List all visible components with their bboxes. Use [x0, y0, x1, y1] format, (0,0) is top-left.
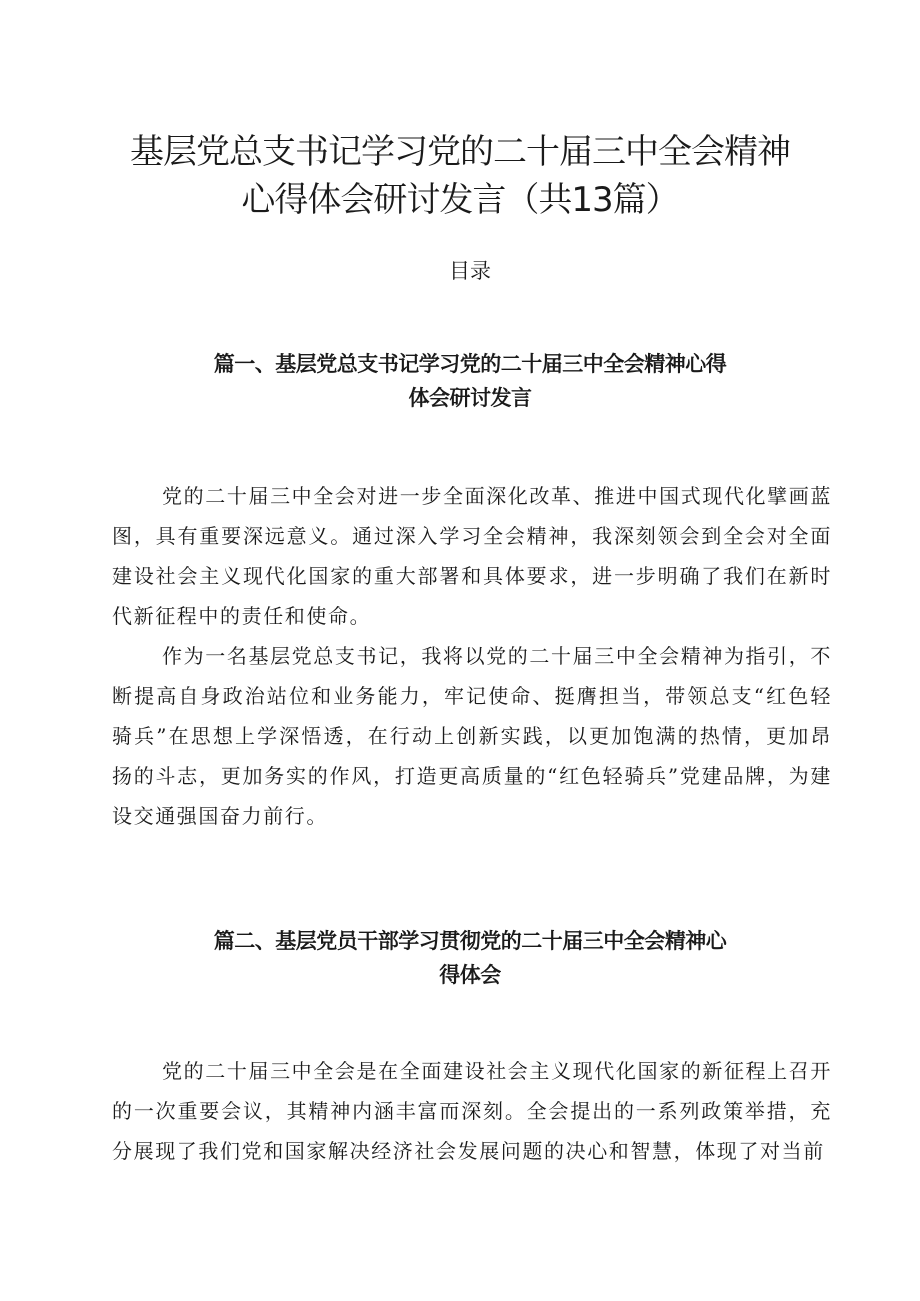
section-1-heading-line-1: 篇一、基层党总支书记学习党的二十届三中全会精神心得 — [213, 352, 727, 376]
document-title-line-2: 心得体会研讨发言（共13篇） — [241, 180, 679, 220]
section-1-heading — [0, 347, 920, 415]
section-1-body — [112, 476, 832, 836]
section-2-paragraph-1: 党的二十届三中全会是在全面建设社会主义现代化国家的新征程上召开的一次重要会议，其精神内涵丰富而深刻。全会提出的一系列政策举措，充分展现了我们党和国家解决经济社会发展问题的决心和智慧，体现了对当前 — [112, 1059, 832, 1163]
section-2-heading-line-1: 篇二、基层党员干部学习贯彻党的二十届三中全会精神心 — [213, 929, 727, 953]
document-title-line-1: 基层党总支书记学习党的二十届三中全会精神 — [130, 132, 790, 172]
section-2-heading-line-2: 得体会 — [439, 963, 501, 987]
section-2-body — [112, 1051, 832, 1171]
table-of-contents-label: 目录 — [449, 259, 491, 283]
section-1-paragraph-1: 党的二十届三中全会对进一步全面深化改革、推进中国式现代化擘画蓝图，具有重要深远意义。通过深入学习全会精神，我深刻领会到全会对全面建设社会主义现代化国家的重大部署和具体要求，进一步明确了我们在新时代新征程中的责任和使命。 — [112, 484, 832, 628]
section-2-heading — [0, 924, 920, 992]
section-1-heading-line-2: 体会研讨发言 — [408, 386, 532, 410]
section-1-paragraph-2: 作为一名基层党总支书记，我将以党的二十届三中全会精神为指引，不断提高自身政治站位和业务能力，牢记使命、挺膺担当，带领总支“红色轻骑兵”在思想上学深悟透，在行动上创新实践，以更加饱满的热情，更加昂扬的斗志，更加务实的作风，打造更高质量的“红色轻骑兵”党建品牌，为建设交通强国奋力前行。 — [112, 644, 832, 828]
document-title — [0, 128, 920, 224]
